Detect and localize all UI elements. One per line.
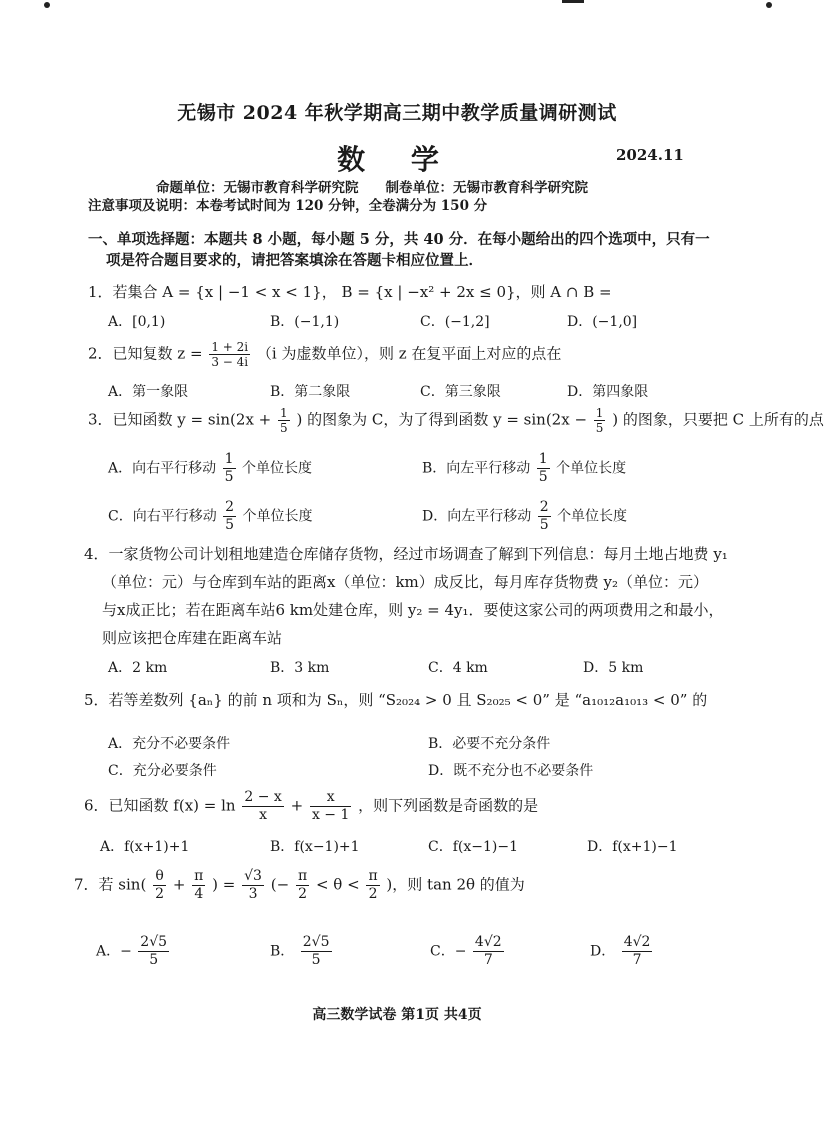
question-5-option-b: B．必要不充分条件	[428, 736, 551, 752]
fraction-numerator: π	[368, 868, 378, 884]
section-line-1: 一、单项选择题：本题共 8 小题，每小题 5 分，共 40 分．在每小题给出的四个选项中，只有一	[88, 231, 710, 248]
fraction-numerator: 4√2	[474, 934, 502, 950]
question-2-suffix: （i 为虚数单位），则 z 在复平面上对应的点在	[256, 344, 562, 363]
question-3-fraction-2	[594, 406, 606, 435]
question-6-stem	[84, 789, 538, 824]
question-2-option-a: A．第一象限	[108, 384, 189, 400]
question-1-option-a: A．[0,1)	[108, 314, 166, 330]
question-7-option-d	[590, 934, 654, 969]
option-fraction	[301, 934, 332, 969]
question-2-option-b: B．第二象限	[270, 384, 351, 400]
fraction-denominator: 2	[155, 886, 165, 902]
question-7-fraction-5	[366, 868, 379, 903]
fraction-numerator: 1	[224, 451, 234, 467]
scan-mark	[766, 2, 772, 8]
question-7-fraction-3	[242, 868, 264, 903]
fraction-numerator: 1 + 2i	[211, 340, 249, 354]
question-3-part-3: ) 的图象，只要把 C 上所有的点	[612, 410, 824, 429]
question-2-option-d: D．第四象限	[567, 384, 649, 400]
fraction-denominator: 5	[538, 469, 548, 485]
question-6-fraction-2	[310, 789, 351, 824]
fraction-denominator: 5	[224, 469, 234, 485]
question-1-stem: 1．若集合 A = {x | −1 < x < 1}， B = {x | −x² + 2x ≤ 0}，则 A ∩ B =	[88, 283, 612, 301]
fraction-denominator: 5	[539, 517, 549, 533]
question-1-option-c: C．(−1,2]	[420, 314, 490, 330]
fraction-denominator: x − 1	[311, 807, 350, 823]
option-label: A．−	[96, 943, 132, 960]
question-3-fraction-1	[278, 406, 290, 435]
fraction-denominator: 5	[149, 952, 159, 968]
option-label: D．	[590, 943, 616, 960]
question-3-part-1: 3．已知函数 y = sin(2x +	[88, 410, 272, 429]
option-label: B．	[270, 943, 295, 960]
fraction-numerator: 2 − x	[244, 789, 282, 805]
question-3-option-a	[108, 451, 312, 486]
question-6-part-2: ，则下列函数是奇函数的是	[358, 796, 539, 815]
option-fraction	[473, 934, 504, 969]
question-7-part-3: (−	[270, 875, 290, 894]
question-7-fraction-1	[153, 868, 166, 903]
question-4-option-d: D．5 km	[583, 660, 644, 676]
question-6-option-a: A．f(x+1)+1	[100, 839, 190, 855]
question-6-option-b: B．f(x−1)+1	[270, 839, 360, 855]
fraction-numerator: 4√2	[623, 934, 651, 950]
question-3-stem	[88, 406, 824, 435]
option-label: B．向左平行移动	[422, 460, 531, 477]
fraction-numerator: 2	[225, 499, 235, 515]
option-unit: 个单位长度	[556, 460, 627, 477]
fraction-denominator: x	[259, 807, 268, 823]
fraction-denominator: 3	[248, 886, 258, 902]
fraction-numerator: √3	[244, 868, 262, 884]
option-label: C．向右平行移动	[108, 508, 217, 525]
subject-title: 数 学	[337, 143, 457, 176]
fraction-denominator: 5	[311, 952, 321, 968]
question-7-option-b	[270, 934, 334, 969]
question-5-option-a: A．充分不必要条件	[108, 736, 231, 752]
fraction-denominator: 2	[368, 886, 378, 902]
option-fraction	[537, 451, 550, 486]
question-7-fraction-2	[192, 868, 205, 903]
question-4-line-4: 则应该把仓库建在距离车站	[102, 629, 283, 647]
fraction-denominator: 3 − 4i	[211, 355, 249, 369]
fraction-denominator: 5	[225, 517, 235, 533]
question-7-part-1: 7．若 sin(	[74, 875, 147, 894]
question-2-option-c: C．第三象限	[420, 384, 501, 400]
question-5-option-c: C．充分必要条件	[108, 763, 217, 779]
question-6-option-c: C．f(x−1)−1	[428, 839, 518, 855]
option-unit: 个单位长度	[557, 508, 628, 525]
question-7-option-a	[96, 934, 171, 969]
fraction-numerator: 2√5	[302, 934, 330, 950]
option-fraction	[538, 499, 551, 534]
scan-mark	[562, 0, 584, 3]
option-unit: 个单位长度	[242, 508, 313, 525]
question-6-part-1: 6．已知函数 f(x) = ln	[84, 796, 236, 815]
fraction-numerator: θ	[153, 868, 166, 886]
question-1-option-b: B．(−1,1)	[270, 314, 340, 330]
fraction-denominator: 7	[632, 952, 642, 968]
question-2-prefix: 2．已知复数 z =	[88, 344, 203, 363]
question-4-line-2: （单位：元）与仓库到车站的距离x（单位：km）成反比，每月库存货物费 y₂（单位：元）	[102, 573, 709, 591]
fraction-denominator: 4	[194, 886, 204, 902]
question-1-option-d: D．(−1,0]	[567, 314, 638, 330]
fraction-numerator: π	[297, 868, 308, 884]
question-7-part-4: < θ <	[315, 875, 360, 894]
fraction-numerator: π	[194, 868, 204, 884]
exam-units: 命题单位：无锡市教育科学研究院 制卷单位：无锡市教育科学研究院	[156, 180, 588, 196]
section-line-2: 项是符合题目要求的，请把答案填涂在答题卡相应位置上．	[106, 252, 483, 269]
section-heading	[88, 229, 728, 271]
fraction-numerator: 2	[539, 499, 549, 515]
fraction-denominator: 5	[595, 421, 604, 435]
question-6-fraction-1	[242, 789, 283, 824]
exam-notes: 注意事项及说明：本卷考试时间为 120 分钟，全卷满分为 150 分	[88, 198, 488, 214]
question-5-stem: 5．若等差数列 {aₙ} 的前 n 项和为 Sₙ，则 “S₂₀₂₄ > 0 且 S₂₀₂₅ < 0” 是 “a₁₀₁₂a₁₀₁₃ < 0” 的	[84, 691, 708, 709]
option-label: A．向右平行移动	[108, 460, 217, 477]
question-4-option-b: B．3 km	[270, 660, 330, 676]
fraction-numerator: 1	[538, 451, 548, 467]
option-fraction	[622, 934, 653, 969]
option-unit: 个单位长度	[241, 460, 312, 477]
plus-sign: +	[290, 796, 304, 815]
question-3-option-d	[422, 499, 627, 534]
plus-sign: +	[172, 875, 186, 894]
fraction-denominator: 2	[298, 886, 308, 902]
option-fraction	[223, 451, 236, 486]
question-4-line-1: 4．一家货物公司计划租地建造仓库储存货物，经过市场调查了解到下列信息：每月土地占地费 y₁	[84, 545, 728, 563]
question-3-option-b	[422, 451, 626, 486]
question-2-fraction	[209, 340, 250, 369]
option-label: D．向左平行移动	[422, 508, 532, 525]
question-6-option-d: D．f(x+1)−1	[587, 839, 678, 855]
question-2-stem	[88, 340, 561, 369]
question-7-stem	[74, 868, 525, 903]
fraction-denominator: 5	[280, 421, 288, 435]
fraction-numerator: 1	[280, 406, 288, 420]
question-3-option-c	[108, 499, 313, 534]
exam-date: 2024.11	[616, 146, 684, 164]
question-7-option-c	[430, 934, 506, 969]
question-7-part-5: )，则 tan 2θ 的值为	[386, 875, 525, 894]
question-5-option-d: D．既不充分也不必要条件	[428, 763, 594, 779]
question-4-option-c: C．4 km	[428, 660, 488, 676]
page-footer: 高三数学试卷 第1页 共4页	[312, 1007, 482, 1023]
exam-title: 无锡市 2024 年秋学期高三期中教学质量调研测试	[177, 102, 617, 124]
question-3-part-2: ) 的图象为 C，为了得到函数 y = sin(2x −	[296, 410, 588, 429]
scan-mark	[44, 2, 50, 8]
fraction-numerator: 2√5	[140, 934, 168, 950]
fraction-numerator: 1	[595, 406, 604, 420]
question-4-line-3: 与x成正比；若在距离车站6 km处建仓库，则 y₂ = 4y₁．要使这家公司的两项费用之和最小，	[102, 601, 724, 619]
fraction-numerator: x	[310, 789, 351, 807]
question-7-fraction-4	[296, 868, 309, 903]
fraction-denominator: 7	[483, 952, 493, 968]
question-7-part-2: ) =	[212, 875, 236, 894]
option-fraction	[223, 499, 236, 534]
question-4-option-a: A．2 km	[108, 660, 168, 676]
option-label: C．−	[430, 943, 467, 960]
option-fraction	[138, 934, 169, 969]
